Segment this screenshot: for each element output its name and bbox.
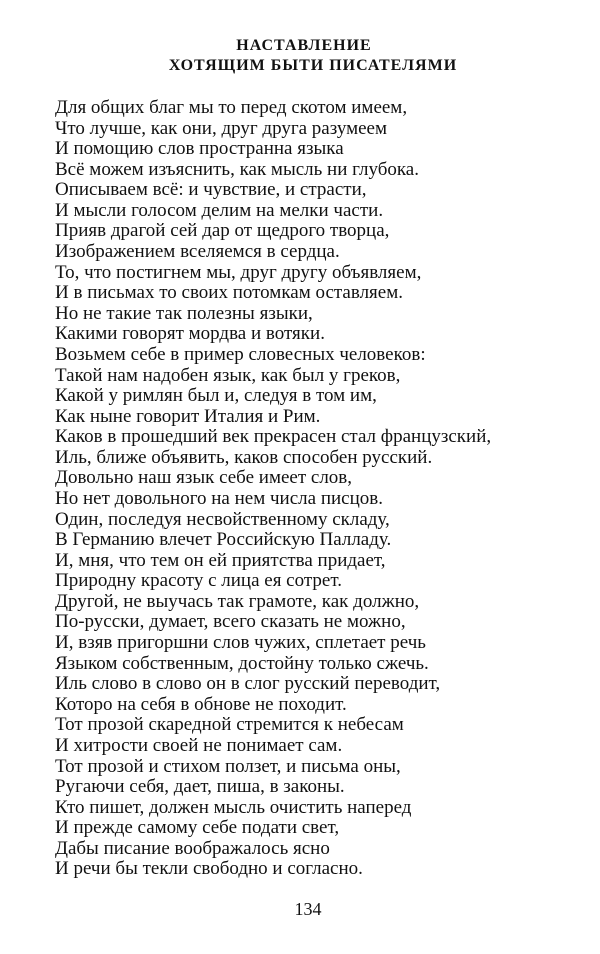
- poem-line: Для общих благ мы то перед скотом имеем,: [55, 97, 408, 118]
- poem-line: То, что постигнем мы, друг другу объявляем,: [55, 261, 422, 283]
- poem-line: И речи бы текли свободно и согласно.: [55, 858, 363, 880]
- poem-line: Другой, не выучась так грамоте, как должно,: [55, 590, 420, 612]
- poem-line: Но нет довольного на нем числа писцов.: [55, 487, 383, 509]
- poem-line: Тот прозой скаредной стремится к небесам: [55, 714, 404, 736]
- poem-line: Каков в прошедший век прекрасен стал французский,: [55, 426, 492, 448]
- poem-title: [0, 36, 600, 76]
- poem-line: Что лучше, как они, друг друга разумеем: [55, 117, 387, 139]
- page-number: 134: [294, 899, 322, 919]
- poem-line: Изображением вселяемся в сердца.: [55, 241, 340, 263]
- poem-line: И помощию слов пространна языка: [55, 138, 344, 160]
- poem-line: Какими говорят мордва и вотяки.: [55, 323, 325, 345]
- poem-line: По-русски, думает, всего сказать не можно,: [55, 611, 406, 633]
- title-line-1: НАСТАВЛЕНИЕ: [236, 37, 372, 54]
- poem-line: Но не такие так полезны языки,: [55, 302, 313, 324]
- poem-line: Кто пишет, должен мысль очистить наперед: [55, 796, 412, 818]
- poem-line: Тот прозой и стихом ползет, и письма оны,: [55, 755, 401, 777]
- poem-line: И прежде самому себе подати свет,: [55, 817, 340, 839]
- poem-line: И в письмах то своих потомкам оставляем.: [55, 282, 404, 304]
- poem-line: Природну красоту с лица ея сотрет.: [55, 570, 342, 592]
- poem-line: Описываем всё: и чувствие, и страсти,: [55, 179, 367, 201]
- poem-line: Такой нам надобен язык, как был у греков,: [55, 364, 401, 386]
- poem-line: Какой у римлян был и, следуя в том им,: [55, 385, 377, 407]
- poem-line: Один, последуя несвойственному складу,: [55, 508, 390, 530]
- poem-text: [55, 98, 595, 880]
- poem-line: Прияв драгой сей дар от щедрого творца,: [55, 220, 390, 242]
- poem-line: Ругаючи себя, дает, пиша, в законы.: [55, 776, 345, 798]
- poem-line: Возьмем себе в пример словесных человеков:: [55, 343, 426, 365]
- poem-line: Которо на себя в обнове не походит.: [55, 693, 347, 715]
- poem-line: Дабы писание воображалось ясно: [55, 837, 330, 859]
- poem-line: И хитрости своей не понимает сам.: [55, 734, 343, 756]
- poem-line: Языком собственным, достойну только сжечь.: [55, 652, 429, 674]
- title-line-2: ХОТЯЩИМ БЫТИ ПИСАТЕЛЯМИ: [168, 57, 458, 74]
- poem-line: И, мня, что тем он ей приятства придает,: [55, 549, 386, 571]
- poem-line: Иль, ближе объявить, каков способен русский.: [55, 446, 433, 468]
- poem-line: И, взяв пригоршни слов чужих, сплетает речь: [55, 632, 426, 654]
- poem-line: Как ныне говорит Италия и Рим.: [55, 405, 321, 427]
- poem-line: Довольно наш язык себе имеет слов,: [55, 467, 353, 489]
- poem-line: Иль слово в слово он в слог русский переводит,: [55, 673, 441, 695]
- poem-line: В Германию влечет Российскую Палладу.: [55, 529, 392, 551]
- poem-line: И мысли голосом делим на мелки части.: [55, 199, 384, 221]
- poem-line: Всё можем изъяснить, как мысль ни глубока.: [55, 158, 419, 180]
